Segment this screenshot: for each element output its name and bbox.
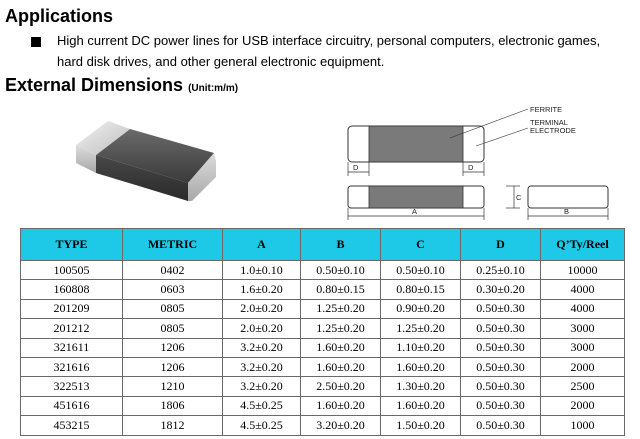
cell-qty: 10000 [541, 261, 625, 280]
cell-d: 0.50±0.30 [461, 416, 541, 435]
cell-b: 0.80±0.15 [301, 280, 381, 299]
cell-a: 3.2±0.20 [223, 377, 301, 396]
cell-metric: 1206 [123, 338, 223, 357]
end-view-outline [528, 186, 608, 208]
applications-heading: Applications [5, 6, 114, 26]
cell-qty: 4000 [541, 280, 625, 299]
a-label: A [412, 207, 418, 216]
cell-c: 1.50±0.20 [381, 416, 461, 435]
cell-qty: 2500 [541, 377, 625, 396]
cell-c: 0.90±0.20 [381, 299, 461, 318]
header-qty-per-reel: Q’Ty/Reel [541, 229, 625, 261]
ferrite-label: FERRITE [530, 105, 563, 114]
header-c: C [381, 229, 461, 261]
cell-type: 100505 [21, 261, 123, 280]
cell-metric: 1206 [123, 357, 223, 376]
dimensions-table [20, 228, 625, 436]
cell-metric: 0805 [123, 299, 223, 318]
cell-b: 2.50±0.20 [301, 377, 381, 396]
cell-d: 0.50±0.30 [461, 396, 541, 415]
cell-a: 4.5±0.25 [223, 396, 301, 415]
unit-note: (Unit:m/m) [188, 83, 239, 94]
cell-a: 2.0±0.20 [223, 319, 301, 338]
cell-d: 0.50±0.30 [461, 319, 541, 338]
cell-type: 201209 [21, 299, 123, 318]
cell-metric: 1210 [123, 377, 223, 396]
header-a: A [223, 229, 301, 261]
cell-type: 322513 [21, 377, 123, 396]
cell-a: 1.0±0.10 [223, 261, 301, 280]
table-row [21, 377, 625, 396]
cell-qty: 1000 [541, 416, 625, 435]
header-b: B [301, 229, 381, 261]
cell-c: 1.10±0.20 [381, 338, 461, 357]
table-body [21, 261, 625, 436]
cell-type: 321611 [21, 338, 123, 357]
side-view-ferrite [369, 186, 463, 208]
chip-bead-photo [68, 113, 218, 205]
table-row [21, 280, 625, 299]
cell-c: 0.50±0.10 [381, 261, 461, 280]
cell-qty: 3000 [541, 319, 625, 338]
cell-b: 0.50±0.10 [301, 261, 381, 280]
applications-text-line-1: High current DC power lines for USB interface circuitry, personal computers, electronic games, [57, 33, 601, 48]
cell-type: 451616 [21, 396, 123, 415]
terminal-label-1: TERMINAL [530, 118, 568, 127]
cell-metric: 0805 [123, 319, 223, 338]
c-label: C [516, 193, 522, 202]
cell-metric: 1806 [123, 396, 223, 415]
header-d: D [461, 229, 541, 261]
applications-text-line-2: hard disk drives, and other general electronic equipment. [57, 54, 385, 69]
table-row [21, 261, 625, 280]
cell-c: 1.25±0.20 [381, 319, 461, 338]
table-header-row [21, 229, 625, 261]
cell-metric: 0603 [123, 280, 223, 299]
table-row [21, 299, 625, 318]
b-label: B [564, 207, 570, 216]
terminal-label-2: ELECTRODE [530, 126, 576, 135]
cell-b: 1.25±0.20 [301, 299, 381, 318]
bullet-square-icon [31, 37, 41, 47]
table-row [21, 396, 625, 415]
cell-metric: 0402 [123, 261, 223, 280]
cell-b: 1.25±0.20 [301, 319, 381, 338]
external-dimensions-heading [5, 75, 238, 96]
cell-a: 3.2±0.20 [223, 357, 301, 376]
cell-type: 321616 [21, 357, 123, 376]
cell-type: 453215 [21, 416, 123, 435]
cell-d: 0.50±0.30 [461, 299, 541, 318]
cell-b: 1.60±0.20 [301, 357, 381, 376]
cell-c: 0.80±0.15 [381, 280, 461, 299]
cell-c: 1.60±0.20 [381, 357, 461, 376]
cell-d: 0.50±0.30 [461, 357, 541, 376]
cell-d: 0.50±0.30 [461, 338, 541, 357]
dimension-diagram [340, 98, 640, 223]
cell-a: 4.5±0.25 [223, 416, 301, 435]
cell-qty: 2000 [541, 357, 625, 376]
cell-d: 0.30±0.20 [461, 280, 541, 299]
cell-a: 1.6±0.20 [223, 280, 301, 299]
table-row [21, 319, 625, 338]
header-metric: METRIC [123, 229, 223, 261]
cell-metric: 1812 [123, 416, 223, 435]
cell-b: 1.60±0.20 [301, 396, 381, 415]
cell-d: 0.50±0.30 [461, 377, 541, 396]
cell-c: 1.30±0.20 [381, 377, 461, 396]
cell-qty: 2000 [541, 396, 625, 415]
table-row [21, 416, 625, 435]
d-left-label: D [353, 163, 359, 172]
cell-qty: 3000 [541, 338, 625, 357]
table-row [21, 338, 625, 357]
cell-b: 3.20±0.20 [301, 416, 381, 435]
cell-d: 0.25±0.10 [461, 261, 541, 280]
cell-qty: 4000 [541, 299, 625, 318]
cell-c: 1.60±0.20 [381, 396, 461, 415]
top-view-ferrite [369, 126, 463, 162]
cell-b: 1.60±0.20 [301, 338, 381, 357]
cell-a: 3.2±0.20 [223, 338, 301, 357]
external-dimensions-title: External Dimensions [5, 75, 184, 95]
cell-a: 2.0±0.20 [223, 299, 301, 318]
table-row [21, 357, 625, 376]
header-type: TYPE [21, 229, 123, 261]
d-right-label: D [468, 163, 474, 172]
cell-type: 201212 [21, 319, 123, 338]
cell-type: 160808 [21, 280, 123, 299]
